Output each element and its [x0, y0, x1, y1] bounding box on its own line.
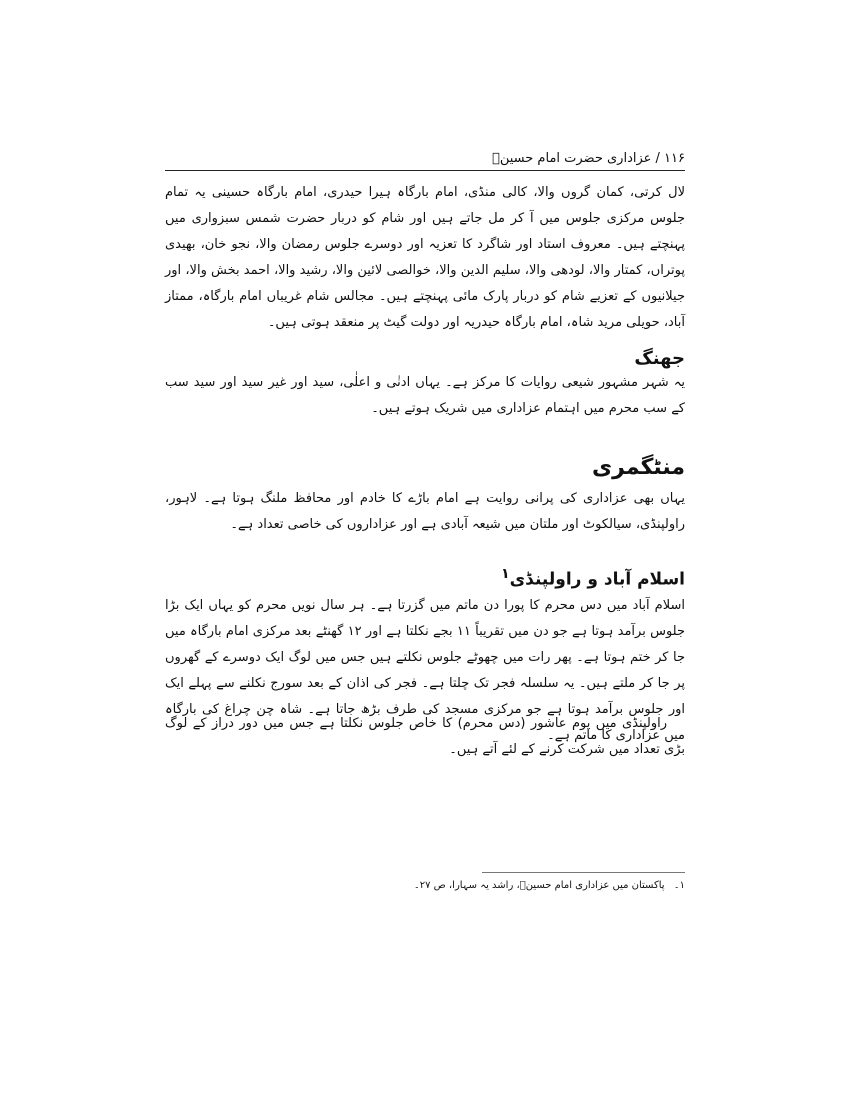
- header-rule: [165, 170, 685, 171]
- paragraph-3: یہاں بھی عزاداری کی پرانی روایت ہے امام باڑے کا خادم اور محافظ ملنگ ہوتا ہے۔ لاہور، راولپنڈی، سیالکوٹ اور ملتان میں شیعہ آبادی ہے اور عزاداروں کی خاصی تعداد ہے۔: [165, 491, 685, 532]
- paragraph-2: یہ شہر مشہور شیعی روایات کا مرکز ہے۔ یہاں ادنٰی و اعلٰی، سید اور غیر سید اور سید سب کے سب محرم میں اہتمام عزاداری میں شریک ہوتے ہیں۔: [165, 375, 685, 416]
- footnote: [414, 878, 685, 894]
- footnote-marker: ۱۔: [673, 880, 685, 891]
- running-header: ۱۱۶ / عزاداری حضرت امام حسینؑ: [492, 151, 685, 166]
- footnote-reference: ۱: [500, 566, 510, 582]
- heading-jhang: جھنگ: [634, 348, 685, 369]
- paragraph-1: لال کرتی، کمان گروں والا، کالی منڈی، امام بارگاہ ہیرا حیدری، امام بارگاہ حسینی یہ تمام جلوس مرکزی جلوس میں آ کر مل جاتے ہیں اور شام کو دربار حضرت شمس سبزواری میں پہنچتے ہیں۔ معروف استاد اور شاگرد کا تعزیہ اور دوسرے جلوس رمضان والا، نجو خان، بھیدی پوتراں، کمتار والا، لودھی والا، سلیم الدین والا، خوالصی لائین والا، رشید والا، احمد بخش والا، اور جیلانیوں کے تعزیے شام کو دربار پارک مائی پہنچتے ہیں۔ مجالس شام غریباں امام بارگاہ، ممتاز آباد، حویلی مرید شاہ، امام بارگاہ حیدریہ اور دولت گیٹ پر منعقد ہوتی ہیں۔: [165, 185, 685, 330]
- footnote-rule: [482, 872, 685, 873]
- heading-islamabad-text: اسلام آباد و راولپنڈی: [509, 569, 685, 590]
- heading-islamabad-rawalpindi: [501, 566, 685, 590]
- heading-montgomery: منٹگمری: [592, 455, 685, 480]
- paragraph-5: راولپنڈی میں یوم عاشور (دس محرم) کا خاص جلوس نکلتا ہے جس میں دور دراز کے لوگ بڑی تعداد میں شرکت کرنے کے لئے آتے ہیں۔: [165, 716, 685, 757]
- footnote-text: پاکستان میں عزاداری امام حسینؑ، راشد یہ سہارا، ص ۲۷۔: [413, 880, 665, 891]
- paragraph-4: اسلام آباد میں دس محرم کا پورا دن ماتم میں گزرتا ہے۔ ہر سال نویں محرم کو یہاں ایک بڑا جلوس برآمد ہوتا ہے جو دن میں تقریباً ۱۱ بجے نکلتا ہے اور ۱۲ گھنٹے بعد مرکزی امام بارگاہ میں جا کر ختم ہوتا ہے۔ پھر رات میں چھوٹے جلوس نکلتے ہیں جس میں لوگ ایک دوسرے کے گھروں پر جا کر ملتے ہیں۔ یہ سلسلہ فجر تک چلتا ہے۔ فجر کی اذان کے بعد سورج نکلنے سے پہلے ایک اور جلوس برآمد ہوتا ہے جو مرکزی مسجد کی طرف بڑھ جاتا ہے۔ شاہ چن چراغ کی بارگاہ میں عزاداری کا ماتم ہے۔: [165, 598, 685, 743]
